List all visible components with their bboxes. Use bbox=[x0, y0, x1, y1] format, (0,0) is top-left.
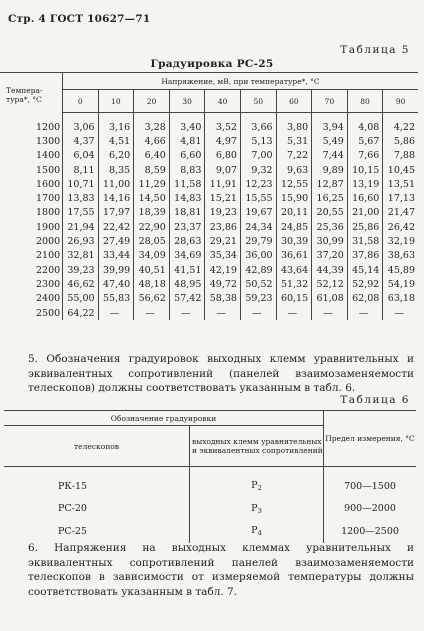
voltage-cell: 46,62 bbox=[63, 277, 99, 291]
clamp-cell bbox=[190, 475, 324, 498]
voltage-cell: 4,66 bbox=[134, 134, 170, 148]
voltage-cell: 35,34 bbox=[205, 249, 241, 263]
voltage-cell: 42,19 bbox=[205, 263, 241, 277]
voltage-cell: 31,58 bbox=[347, 234, 383, 248]
voltage-cell: 11,58 bbox=[169, 177, 205, 191]
spacer-cell bbox=[240, 113, 276, 121]
voltage-cell: 56,62 bbox=[134, 292, 170, 306]
voltage-cell: — bbox=[240, 306, 276, 320]
voltage-cell: 10,15 bbox=[347, 163, 383, 177]
voltage-cell: 11,29 bbox=[134, 177, 170, 191]
spacer-cell bbox=[63, 113, 99, 121]
voltage-cell: 3,52 bbox=[205, 120, 241, 134]
voltage-cell: 26,93 bbox=[63, 234, 99, 248]
temperature-cell: 2000 bbox=[0, 234, 63, 248]
table-row bbox=[0, 220, 418, 234]
table5 bbox=[0, 72, 418, 320]
column-header: 40 bbox=[205, 90, 241, 113]
spacer-cell bbox=[0, 113, 63, 121]
table6 bbox=[4, 410, 416, 543]
voltage-cell: 25,36 bbox=[312, 220, 348, 234]
voltage-cell: 24,34 bbox=[240, 220, 276, 234]
voltage-cell: 28,63 bbox=[169, 234, 205, 248]
voltage-cell: 22,42 bbox=[98, 220, 134, 234]
voltage-cell: 39,99 bbox=[98, 263, 134, 277]
voltage-cell: 58,38 bbox=[205, 292, 241, 306]
voltage-cell: 14,16 bbox=[98, 191, 134, 205]
voltage-cell: 48,95 bbox=[169, 277, 205, 291]
voltage-cell: 34,69 bbox=[169, 249, 205, 263]
voltage-cell: 29,21 bbox=[205, 234, 241, 248]
designation-header: Обозначение градуировки bbox=[4, 411, 324, 426]
voltage-cell: — bbox=[394, 307, 404, 319]
temperature-cell: 1500 bbox=[0, 163, 63, 177]
voltage-cell: 22,90 bbox=[134, 220, 170, 234]
voltage-cell: 15,90 bbox=[276, 191, 312, 205]
voltage-cell: 32,19 bbox=[387, 236, 415, 248]
voltage-cell: 62,08 bbox=[347, 292, 383, 306]
voltage-cell: 5,13 bbox=[240, 134, 276, 148]
spacer-cell bbox=[276, 113, 312, 121]
clamp-letter: P bbox=[251, 480, 258, 492]
spacer-cell bbox=[98, 113, 134, 121]
voltage-cell: 4,51 bbox=[98, 134, 134, 148]
voltage-cell: 4,81 bbox=[169, 134, 205, 148]
voltage-cell: 19,67 bbox=[240, 206, 276, 220]
temperature-cell: 2100 bbox=[0, 249, 63, 263]
column-header: 20 bbox=[134, 90, 170, 113]
voltage-cell: 23,86 bbox=[205, 220, 241, 234]
voltage-cell: 9,32 bbox=[240, 163, 276, 177]
clamp-subscript: 4 bbox=[257, 529, 262, 538]
temperature-cell: 1900 bbox=[0, 220, 63, 234]
voltage-cell: 3,06 bbox=[63, 120, 99, 134]
table-row bbox=[4, 498, 416, 521]
voltage-cell: 61,08 bbox=[312, 292, 348, 306]
voltage-cell: 42,89 bbox=[240, 263, 276, 277]
table5-label: Таблица 5 bbox=[340, 44, 410, 56]
voltage-cell: 9,63 bbox=[276, 163, 312, 177]
voltage-cell: 55,00 bbox=[63, 292, 99, 306]
voltage-cell: 50,52 bbox=[240, 277, 276, 291]
voltage-cell: 18,81 bbox=[169, 206, 205, 220]
voltage-cell: 21,47 bbox=[387, 207, 415, 219]
voltage-cell: 5,86 bbox=[393, 135, 415, 147]
voltage-cell: — bbox=[169, 306, 205, 320]
voltage-cell: 10,71 bbox=[63, 177, 99, 191]
table-row bbox=[0, 206, 418, 220]
voltage-cell: 12,23 bbox=[240, 177, 276, 191]
voltage-cell: 37,86 bbox=[347, 249, 383, 263]
voltage-cell: 24,85 bbox=[276, 220, 312, 234]
voltage-cell: 51,32 bbox=[276, 277, 312, 291]
voltage-cell: 6,80 bbox=[205, 149, 241, 163]
temperature-column-header bbox=[0, 73, 63, 113]
temperature-cell: 2500 bbox=[0, 306, 63, 320]
voltage-cell: 4,08 bbox=[347, 120, 383, 134]
voltage-cell: 3,66 bbox=[240, 120, 276, 134]
column-header: 30 bbox=[169, 90, 205, 113]
voltage-cell: 63,18 bbox=[387, 293, 415, 305]
voltage-cell: 33,44 bbox=[98, 249, 134, 263]
voltage-cell: 12,55 bbox=[276, 177, 312, 191]
voltage-cell: 36,61 bbox=[276, 249, 312, 263]
spacer-cell bbox=[205, 113, 241, 121]
table-row bbox=[0, 263, 418, 277]
voltage-cell: 49,72 bbox=[205, 277, 241, 291]
table-row bbox=[0, 234, 418, 248]
column-header: 90 bbox=[383, 90, 418, 113]
spacer-cell bbox=[134, 113, 170, 121]
table5-title: Градуировка РС-25 bbox=[150, 58, 274, 70]
table-row bbox=[0, 134, 418, 148]
telescope-cell: РК-15 bbox=[4, 475, 190, 498]
voltage-cell: — bbox=[276, 306, 312, 320]
voltage-cell: 47,40 bbox=[98, 277, 134, 291]
voltage-cell: 28,05 bbox=[134, 234, 170, 248]
voltage-cell: 3,80 bbox=[276, 120, 312, 134]
paragraph-5: 5. Обозначения градуировок выходных клемм уравнительных и эквивалентных сопротивлений (панелей взаимозаменяемости телескопов) должны соответствовать указанным в табл. 6. bbox=[28, 353, 414, 394]
voltage-cell: 29,79 bbox=[240, 234, 276, 248]
voltage-cell: 8,11 bbox=[63, 163, 99, 177]
clamp-letter: P bbox=[251, 525, 258, 537]
voltage-cell: 52,12 bbox=[312, 277, 348, 291]
voltage-cell: 48,18 bbox=[134, 277, 170, 291]
voltage-cell: 43,64 bbox=[276, 263, 312, 277]
voltage-cell: 8,35 bbox=[98, 163, 134, 177]
voltage-cell: 16,25 bbox=[312, 191, 348, 205]
voltage-cell: 7,66 bbox=[347, 149, 383, 163]
voltage-cell: 8,83 bbox=[169, 163, 205, 177]
table-row bbox=[0, 120, 418, 134]
voltage-cell: 36,00 bbox=[240, 249, 276, 263]
voltage-cell: 32,81 bbox=[63, 249, 99, 263]
clamps-header: выходных клемм уравнительных и эквивалентных сопротивлений bbox=[190, 426, 324, 467]
table-row bbox=[0, 191, 418, 205]
voltage-cell: 57,42 bbox=[169, 292, 205, 306]
temp-header-line2: тура*, °С bbox=[6, 95, 42, 104]
voltage-cell: 60,15 bbox=[276, 292, 312, 306]
temperature-cell: 1400 bbox=[0, 149, 63, 163]
temperature-cell: 1700 bbox=[0, 191, 63, 205]
table-row bbox=[0, 292, 418, 306]
measurement-limit-header: Предел измерения, °С bbox=[324, 411, 417, 467]
voltage-cell: 6,20 bbox=[98, 149, 134, 163]
voltage-cell: 17,55 bbox=[63, 206, 99, 220]
voltage-cell: 9,89 bbox=[312, 163, 348, 177]
table-row bbox=[0, 277, 418, 291]
temp-header-line1: Темпера- bbox=[6, 86, 43, 95]
voltage-cell: 20,55 bbox=[312, 206, 348, 220]
voltage-cell: 59,23 bbox=[240, 292, 276, 306]
table-row bbox=[4, 520, 416, 543]
voltage-cell: 41,51 bbox=[169, 263, 205, 277]
voltage-cell: 7,00 bbox=[240, 149, 276, 163]
range-cell: 900—2000 bbox=[344, 503, 396, 515]
voltage-cell: 15,21 bbox=[205, 191, 241, 205]
voltage-cell: 64,22 bbox=[63, 306, 99, 320]
spacer-cell bbox=[169, 113, 205, 121]
voltage-cell: 3,28 bbox=[134, 120, 170, 134]
voltage-cell: 6,60 bbox=[169, 149, 205, 163]
temperature-cell: 2200 bbox=[0, 263, 63, 277]
voltage-cell: 18,39 bbox=[134, 206, 170, 220]
voltage-cell: 5,67 bbox=[347, 134, 383, 148]
voltage-cell: 54,19 bbox=[387, 278, 415, 290]
table6-label: Таблица 6 bbox=[340, 394, 410, 406]
voltage-cell: 5,49 bbox=[312, 134, 348, 148]
voltage-cell: 38,63 bbox=[387, 250, 415, 262]
voltage-cell: 21,00 bbox=[347, 206, 383, 220]
telescope-cell: РС-25 bbox=[4, 520, 190, 543]
voltage-cell: 7,22 bbox=[276, 149, 312, 163]
voltage-cell: 11,91 bbox=[205, 177, 241, 191]
voltage-cell: 14,50 bbox=[134, 191, 170, 205]
voltage-cell: 7,44 bbox=[312, 149, 348, 163]
voltage-cell: 39,23 bbox=[63, 263, 99, 277]
voltage-cell: 23,37 bbox=[169, 220, 205, 234]
voltage-cell: 10,45 bbox=[387, 164, 415, 176]
voltage-cell: — bbox=[312, 306, 348, 320]
voltage-cell: — bbox=[347, 306, 383, 320]
voltage-cell: 12,87 bbox=[312, 177, 348, 191]
voltage-cell: 27,49 bbox=[98, 234, 134, 248]
voltage-cell: — bbox=[134, 306, 170, 320]
table-row bbox=[4, 475, 416, 498]
voltage-cell: 8,59 bbox=[134, 163, 170, 177]
voltage-cell: 11,00 bbox=[98, 177, 134, 191]
voltage-cell: — bbox=[205, 306, 241, 320]
spacer-cell bbox=[312, 113, 348, 121]
voltage-header: Напряжение, мВ, при температуре*, °С bbox=[63, 73, 419, 90]
voltage-cell: 30,99 bbox=[312, 234, 348, 248]
voltage-cell: 25,86 bbox=[347, 220, 383, 234]
telescopes-header: телескопов bbox=[4, 426, 190, 467]
voltage-cell: 4,97 bbox=[205, 134, 241, 148]
voltage-cell: 9,07 bbox=[205, 163, 241, 177]
paragraph-6: 6. Напряжения на выходных клеммах уравнительных и эквивалентных сопротивлений панелей взаимозаменяемости телескопов в зависимости от измеряемой температуры должны соответствовать указанным в табл. 7. bbox=[28, 542, 414, 598]
voltage-cell: 3,16 bbox=[98, 120, 134, 134]
voltage-cell: — bbox=[98, 306, 134, 320]
voltage-cell: 45,14 bbox=[347, 263, 383, 277]
table-row bbox=[0, 177, 418, 191]
voltage-cell: 6,40 bbox=[134, 149, 170, 163]
temperature-cell: 1300 bbox=[0, 134, 63, 148]
voltage-cell: 13,19 bbox=[347, 177, 383, 191]
temperature-cell: 2400 bbox=[0, 292, 63, 306]
table-row bbox=[0, 149, 418, 163]
temperature-cell: 1200 bbox=[0, 120, 63, 134]
clamp-cell bbox=[190, 520, 324, 543]
voltage-cell: 7,88 bbox=[393, 150, 415, 162]
voltage-cell: 21,94 bbox=[63, 220, 99, 234]
voltage-cell: 14,83 bbox=[169, 191, 205, 205]
voltage-cell: 45,89 bbox=[387, 264, 415, 276]
clamp-subscript: 3 bbox=[257, 506, 262, 515]
temperature-cell: 1800 bbox=[0, 206, 63, 220]
table-row bbox=[0, 163, 418, 177]
voltage-cell: 3,94 bbox=[312, 120, 348, 134]
voltage-cell: 15,55 bbox=[240, 191, 276, 205]
column-header: 10 bbox=[98, 90, 134, 113]
column-header: 60 bbox=[276, 90, 312, 113]
voltage-cell: 37,20 bbox=[312, 249, 348, 263]
page-header: Стр. 4 ГОСТ 10627—71 bbox=[8, 13, 151, 25]
clamp-subscript: 2 bbox=[257, 484, 262, 493]
table-row bbox=[0, 306, 418, 320]
table-row bbox=[0, 249, 418, 263]
voltage-cell: 30,39 bbox=[276, 234, 312, 248]
voltage-cell: 19,23 bbox=[205, 206, 241, 220]
voltage-cell: 6,04 bbox=[63, 149, 99, 163]
column-header: 0 bbox=[63, 90, 99, 113]
voltage-cell: 17,97 bbox=[98, 206, 134, 220]
spacer-cell bbox=[347, 113, 383, 121]
column-header: 80 bbox=[347, 90, 383, 113]
voltage-cell: 4,37 bbox=[63, 134, 99, 148]
column-header: 50 bbox=[240, 90, 276, 113]
clamp-letter: P bbox=[251, 502, 258, 514]
range-cell: 700—1500 bbox=[344, 480, 396, 492]
voltage-cell: 13,83 bbox=[63, 191, 99, 205]
voltage-cell: 4,22 bbox=[393, 121, 415, 133]
voltage-cell: 20,11 bbox=[276, 206, 312, 220]
voltage-cell: 34,09 bbox=[134, 249, 170, 263]
range-cell: 1200—2500 bbox=[341, 525, 399, 537]
voltage-cell: 55,83 bbox=[98, 292, 134, 306]
voltage-cell: 13,51 bbox=[387, 178, 415, 190]
clamp-cell bbox=[190, 498, 324, 521]
voltage-cell: 17,13 bbox=[387, 193, 415, 205]
voltage-cell: 44,39 bbox=[312, 263, 348, 277]
column-header: 70 bbox=[312, 90, 348, 113]
voltage-cell: 52,92 bbox=[347, 277, 383, 291]
telescope-cell: РС-20 bbox=[4, 498, 190, 521]
voltage-cell: 5,31 bbox=[276, 134, 312, 148]
voltage-cell: 3,40 bbox=[169, 120, 205, 134]
temperature-cell: 2300 bbox=[0, 277, 63, 291]
spacer-cell bbox=[383, 113, 418, 121]
voltage-cell: 26,42 bbox=[387, 221, 415, 233]
temperature-cell: 1600 bbox=[0, 177, 63, 191]
voltage-cell: 40,51 bbox=[134, 263, 170, 277]
voltage-cell: 16,60 bbox=[347, 191, 383, 205]
